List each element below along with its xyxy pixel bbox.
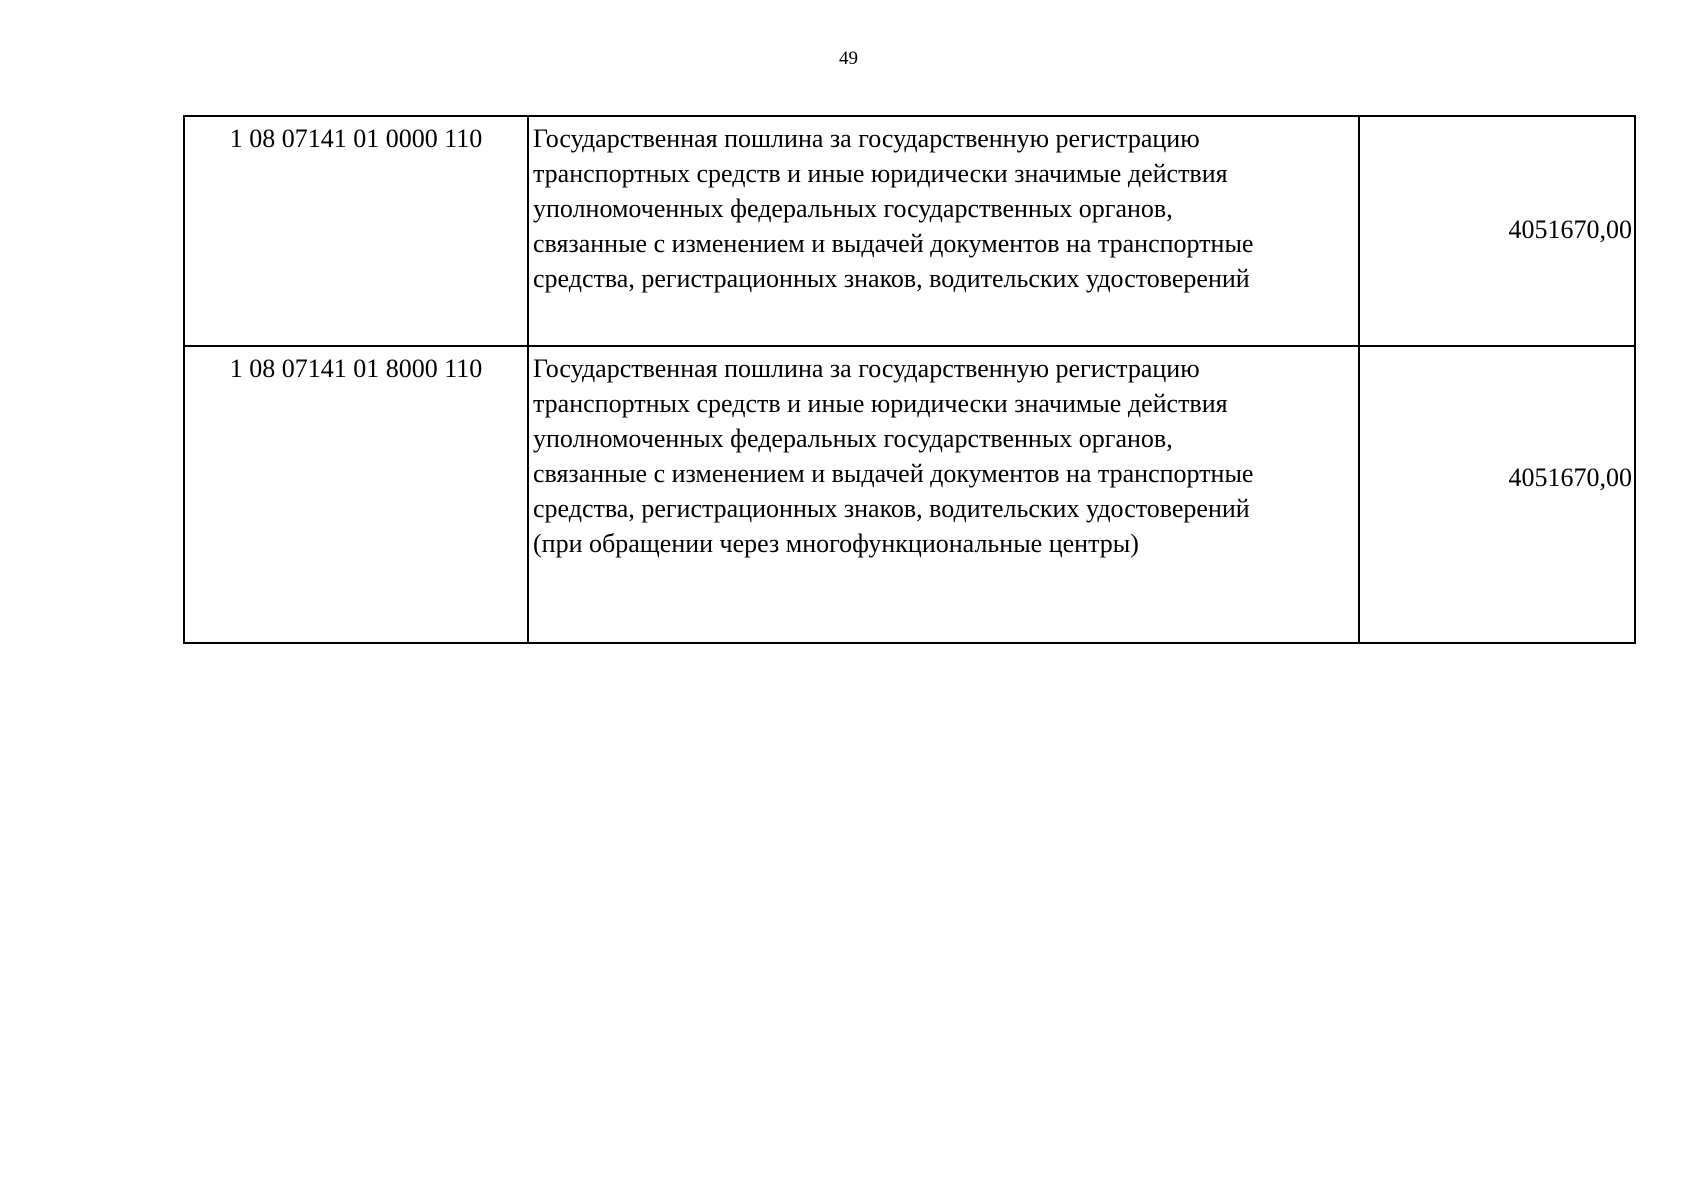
description-line: уполномоченных федеральных государственных органов, [533,194,1173,223]
description-line: Государственная пошлина за государственную регистрацию [533,354,1200,383]
description-line: (при обращении через многофункциональные центры) [533,529,1139,558]
description-line: уполномоченных федеральных государственных органов, [533,424,1173,453]
revenue-description [528,346,1359,643]
description-line: связанные с изменением и выдачей документов на транспортные [533,229,1254,258]
description-line: транспортных средств и иные юридически значимые действия [533,159,1228,188]
description-line: средства, регистрационных знаков, водительских удостоверений [533,494,1250,523]
budget-revenue-table [183,115,1636,644]
table-row [184,116,1635,346]
description-line: Государственная пошлина за государственную регистрацию [533,124,1200,153]
table-row [184,346,1635,643]
description-line: транспортных средств и иные юридически значимые действия [533,389,1228,418]
budget-classification-code: 1 08 07141 01 0000 110 [184,116,528,346]
page-number: 49 [839,48,858,69]
amount-value: 4051670,00 [1359,346,1635,643]
budget-classification-code: 1 08 07141 01 8000 110 [184,346,528,643]
description-line: средства, регистрационных знаков, водительских удостоверений [533,264,1250,293]
amount-value: 4051670,00 [1359,116,1635,346]
revenue-description [528,116,1359,346]
description-line: связанные с изменением и выдачей документов на транспортные [533,459,1254,488]
